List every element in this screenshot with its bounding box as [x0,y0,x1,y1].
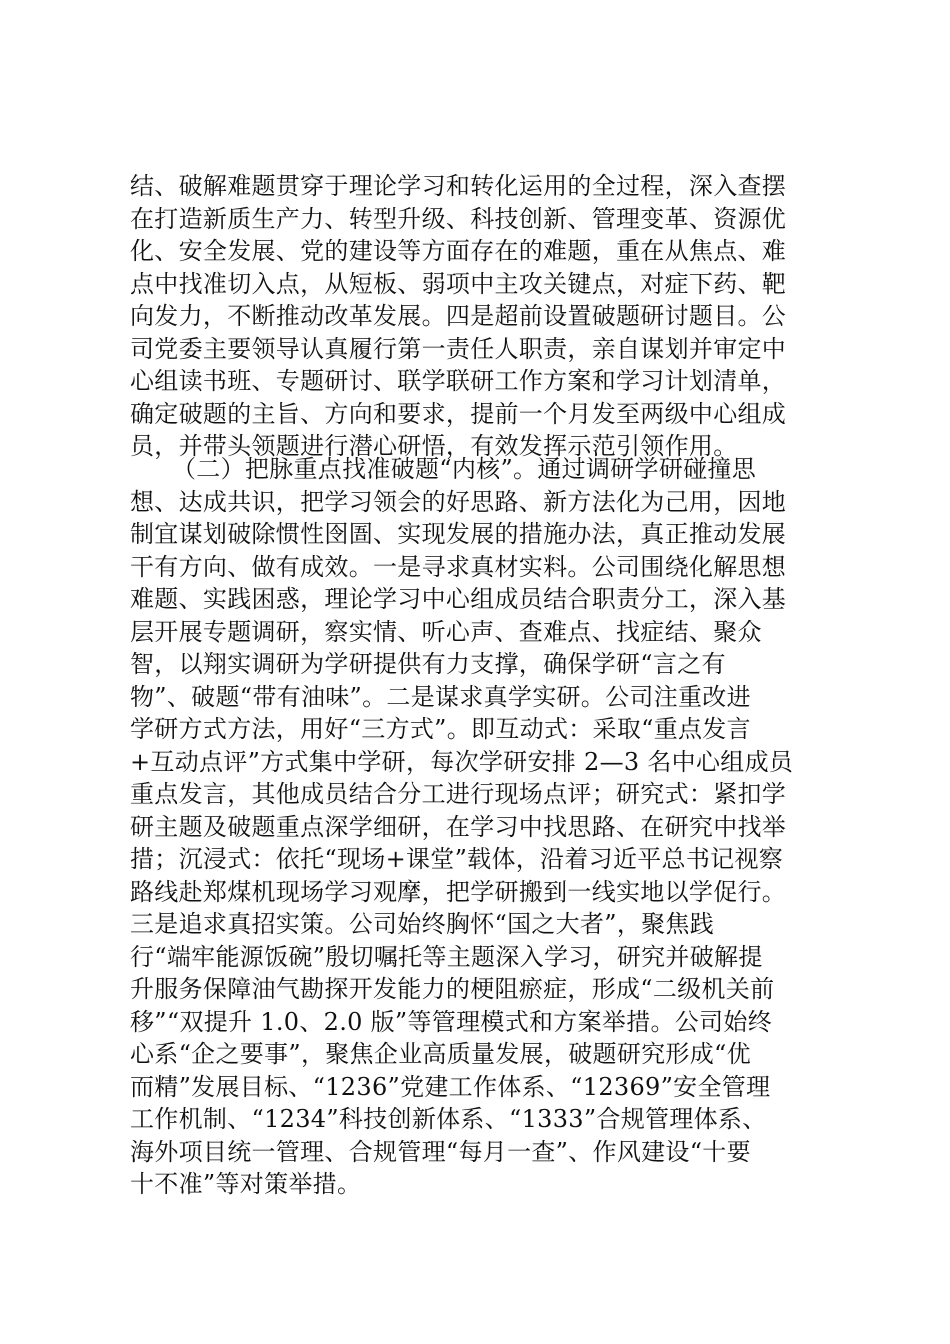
text-line: 海外项目统一管理、合规管理“每月一查”、作风建设“十要 [130,1137,751,1166]
text-line: 重点发言，其他成员结合分工进行现场点评；研究式：紧扣学 [130,780,787,808]
text-line: 干有方向、做有成效。一是寻求真材实料。公司围绕化解思想 [130,552,787,581]
paragraph-2 [130,453,830,1201]
text-line: 三是追求真招实策。公司始终胸怀“国之大者”，聚焦践 [130,910,715,938]
text-line: 制宜谋划破除惯性囹圄、实现发展的措施办法，真正推动发展 [130,520,787,548]
text-line: 措；沉浸式：依托“现场+课堂”载体，沿着习近平总书记视察 [130,845,784,873]
paragraph-1 [130,170,830,463]
text-line: 化、安全发展、党的建设等方面存在的难题，重在从焦点、难 [130,237,787,265]
text-line: 司党委主要领导认真履行第一责任人职责，亲自谋划并审定中 [130,334,787,363]
text-line: 而精”发展目标、“1236”党建工作体系、“12369”安全管理 [130,1072,771,1101]
text-line: 员，并带头领题进行潜心研悟，有效发挥示范引领作用。 [130,432,738,460]
text-line: （二）把脉重点找准破题“内核”。通过调研学研碰撞思 [172,455,757,483]
text-line: +互动点评”方式集中学研，每次学研安排 2—3 名中心组成员 [130,747,794,776]
text-line: 向发力，不断推动改革发展。四是超前设置破题研讨题目。公 [130,302,787,330]
text-line: 想、达成共识，把学习领会的好思路、新方法化为己用，因地 [130,487,787,516]
text-line: 路线赴郑煤机现场学习观摩，把学研搬到一线实地以学促行。 [130,877,787,906]
text-line: 学研方式方法，用好“三方式”。即互动式：采取“重点发言 [130,715,751,743]
text-line: 物”、破题“带有油味”。二是谋求真学实研。公司注重改进 [130,682,751,711]
text-line: 升服务保障油气勘探开发能力的梗阻瘀症，形成“二级机关前 [130,975,775,1003]
text-line: 工作机制、“1234”科技创新体系、“1333”合规管理体系、 [130,1105,767,1133]
text-line: 十不准”等对策举措。 [130,1170,362,1198]
text-line: 在打造新质生产力、转型升级、科技创新、管理变革、资源优 [130,204,787,233]
text-line: 智，以翔实调研为学研提供有力支撑，确保学研“言之有 [130,650,726,678]
text-line: 移”“双提升 1.0、2.0 版”等管理模式和方案举措。公司始终 [130,1007,773,1036]
text-line: 结、破解难题贯穿于理论学习和转化运用的全过程，深入查摆 [130,172,787,200]
text-line: 心系“企之要事”，聚焦企业高质量发展，破题研究形成“优 [130,1040,751,1068]
text-line: 确定破题的主旨、方向和要求，提前一个月发至两级中心组成 [130,399,787,428]
text-line: 研主题及破题重点深学细研，在学习中找思路、在研究中找举 [130,812,787,841]
text-line: 层开展专题调研，察实情、听心声、查难点、找症结、聚众 [130,617,762,646]
text-line: 心组读书班、专题研讨、联学联研工作方案和学习计划清单， [130,367,787,395]
text-line: 难题、实践困惑，理论学习中心组成员结合职责分工，深入基 [130,585,787,613]
text-line: 行“端牢能源饭碗”殷切嘱托等主题深入学习，研究并破解提 [130,942,763,971]
text-line: 点中找准切入点，从短板、弱项中主攻关键点，对症下药、靶 [130,269,787,298]
